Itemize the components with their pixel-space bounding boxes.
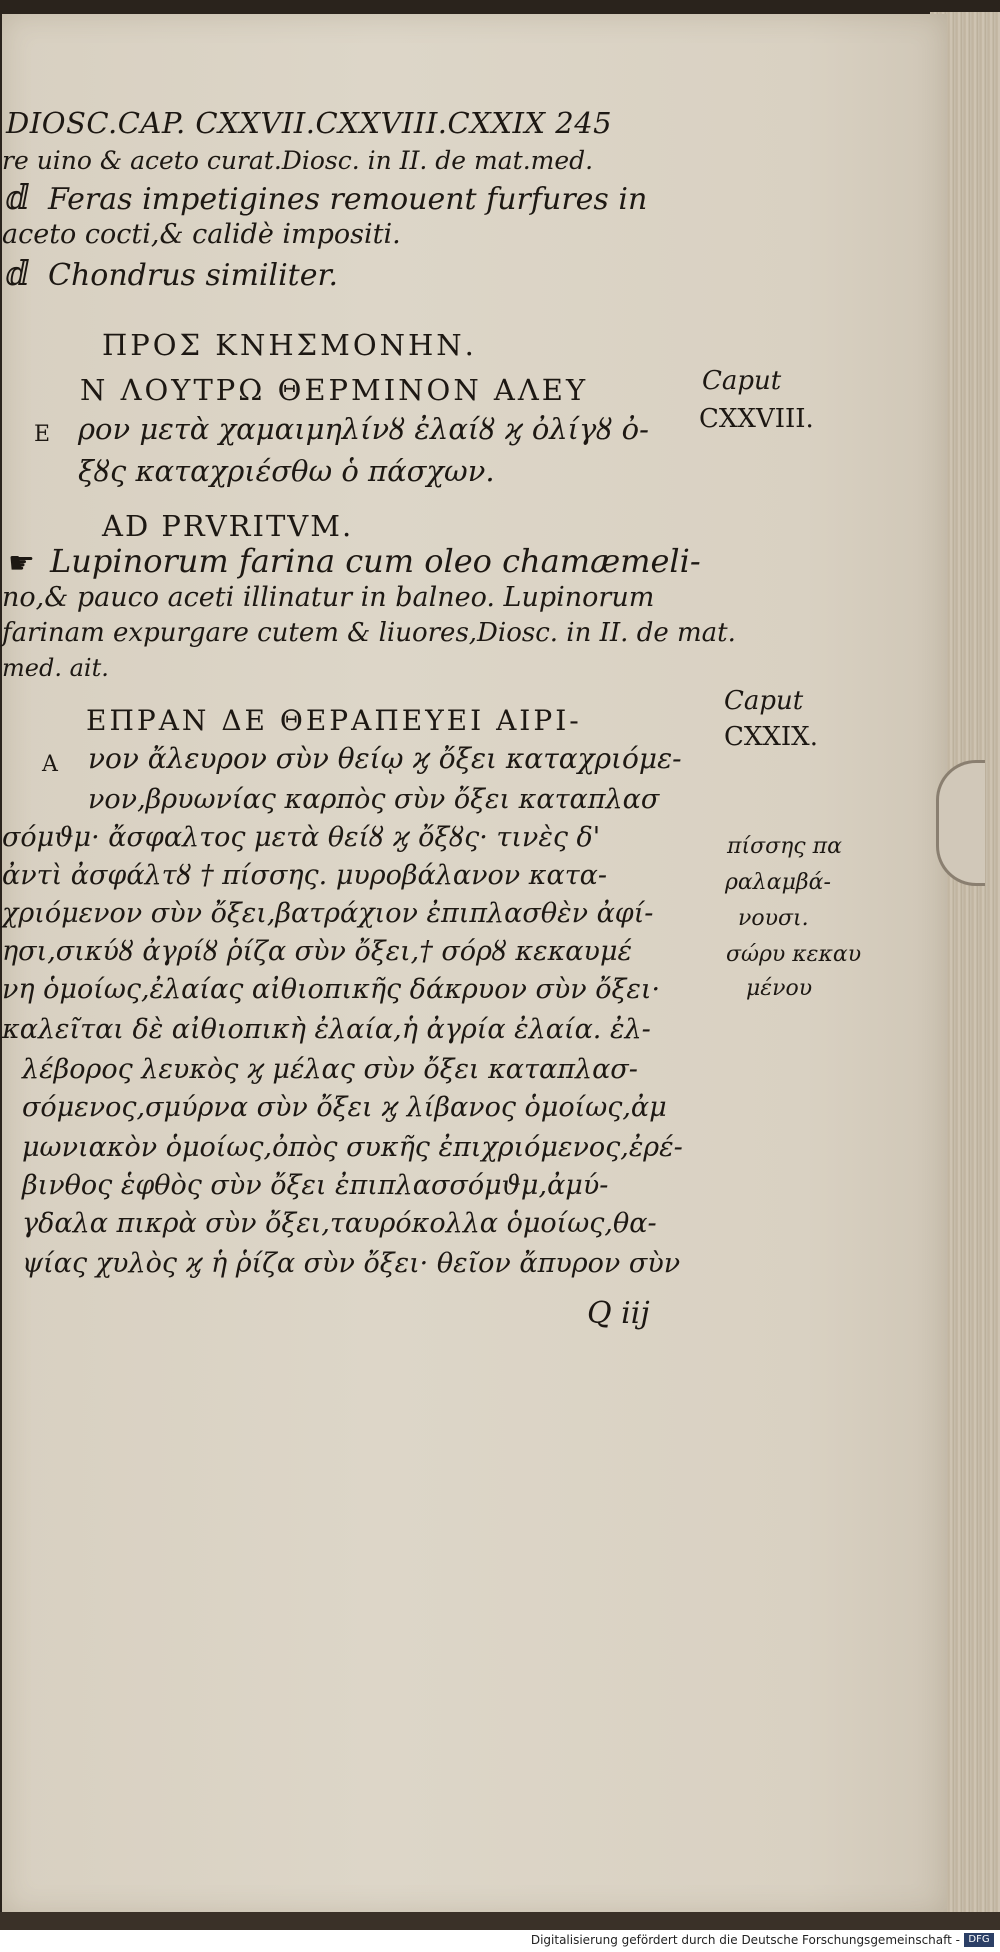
text-line: med. ait. xyxy=(2,654,109,682)
caput-number: CXXIX. xyxy=(724,722,818,752)
greek-line: γδαλα πικρὰ σὺν ὄξει,ταυρόκολλα ὁμοίως,θα- xyxy=(22,1208,657,1239)
book-page xyxy=(2,14,947,1914)
greek-line: ἀντὶ ἀσφάλτȣ † πίσσης. μυροβάλανον κατα- xyxy=(2,860,608,891)
text-line: aceto cocti,& calidè impositi. xyxy=(2,219,401,250)
text-line: farinam expurgare cutem & liuores,Diosc. in II. de mat. xyxy=(2,618,736,648)
margin-note: σώρυ κεκαυ xyxy=(726,942,862,967)
greek-line: βινθος ἑφθὸς σὺν ὄξει ἐπιπλασσόμϑμ,ἀμύ- xyxy=(22,1170,609,1201)
greek-line: λέβορος λευκὸς ϗ μέλας σὺν ὄξει καταπλασ- xyxy=(22,1054,638,1085)
greek-line: νη ὁμοίως,ἐλαίας αἰθιοπικῆς δάκρυον σὺν ὄξει· xyxy=(2,974,661,1005)
text-line: Lupinorum farina cum oleo chamæmeli- xyxy=(50,542,701,580)
running-head: DIOSC.CAP. CXXVII.CXXVIII.CXXIX 245 xyxy=(6,106,613,140)
margin-note: μένου xyxy=(746,976,813,1001)
text-line: re uino & aceto curat.Diosc. in II. de mat.med. xyxy=(2,146,594,175)
text-line: Feras impetigines remouent furfures in xyxy=(48,182,648,217)
margin-note: πίσσης πα xyxy=(727,834,842,859)
greek-line: ησι,σικύȣ ἀγρίȣ ῥίζα σὺν ὄξει,† σόρȣ κεκαυμέ xyxy=(2,936,632,967)
margin-note: νουσι. xyxy=(738,906,809,931)
pointing-hand-icon: ☛ xyxy=(8,546,35,581)
footer-credit: Digitalisierung gefördert durch die Deutsche Forschungsgemeinschaft - xyxy=(530,1933,960,1947)
paragraph-mark-icon: ⅆ xyxy=(6,178,30,218)
caput-number: CXXVIII. xyxy=(699,404,814,434)
book-clasp xyxy=(936,760,985,886)
margin-letter: A xyxy=(42,752,58,777)
greek-line: σόμενος,σμύρνα σὺν ὄξει ϗ λίβανος ὁμοίως,ἀμ xyxy=(22,1092,667,1123)
greek-line: ΕΠΡΑΝ ΔΕ ΘΕΡΑΠΕΥΕΙ ΑΙΡΙ- xyxy=(86,704,582,737)
margin-note: ραλαμβά- xyxy=(725,870,831,895)
signature-mark: Q iij xyxy=(587,1296,650,1331)
greek-line: νον ἄλευρον σὺν θείῳ ϗ ὄξει καταχριόμε- xyxy=(88,742,682,775)
greek-line: Ν ΛΟΥΤΡΩ ΘΕΡΜΙΝΟΝ ΑΛΕΥ xyxy=(80,373,589,407)
text-line: Chondrus similiter. xyxy=(48,258,339,293)
section-title-greek: ΠΡΟΣ ΚΝΗΣΜΟΝΗΝ. xyxy=(102,328,477,362)
page-bottom-edge xyxy=(0,1912,1000,1930)
greek-line: ξȣς καταχριέσθω ὁ πάσχων. xyxy=(78,454,495,488)
greek-line: χριόμενον σὺν ὄξει,βατράχιον ἐπιπλασθὲν ἀφί- xyxy=(2,898,654,929)
caput-label: Caput xyxy=(702,366,782,396)
greek-line: νον,βρυωνίας καρπὸς σὺν ὄξει καταπλασ xyxy=(88,784,660,815)
margin-letter: E xyxy=(34,422,51,447)
greek-line: ψίας χυλὸς ϗ ἡ ῥίζα σὺν ὄξει· θεῖον ἄπυρον σὺν xyxy=(22,1248,681,1279)
text-line: no,& pauco aceti illinatur in balneo. Lupinorum xyxy=(2,582,655,613)
section-title-latin: AD PRVRITVM. xyxy=(102,509,354,543)
greek-line: ρον μετὰ χαμαιμηλίνȣ ἐλαίȣ ϗ ὀλίγȣ ὀ- xyxy=(78,412,649,446)
digitization-footer xyxy=(0,1930,1000,1952)
greek-line: σόμϑμ· ἄσφαλτος μετὰ θείȣ ϗ ὄξȣς· τινὲς δ' xyxy=(2,822,601,853)
paragraph-mark-icon: ⅆ xyxy=(6,254,30,294)
greek-line: καλεῖται δὲ αἰθιοπικὴ ἐλαία,ἡ ἀγρία ἐλαία. ἐλ- xyxy=(2,1014,651,1045)
dfg-logo-icon: DFG xyxy=(964,1933,994,1947)
caput-label: Caput xyxy=(724,686,804,716)
greek-line: μωνιακὸν ὁμοίως,ὀπὸς συκῆς ἐπιχριόμενος,ἐρέ- xyxy=(22,1132,683,1163)
